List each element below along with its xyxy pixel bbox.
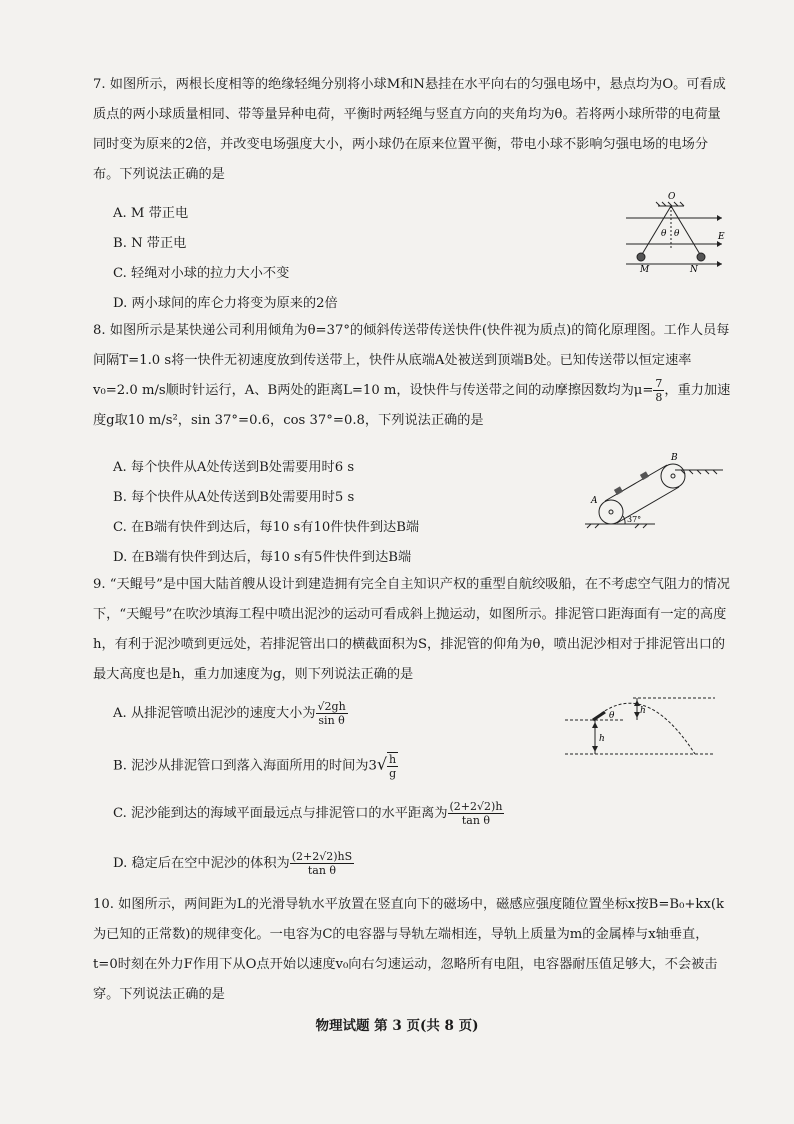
q7-figure-pendulum [618,188,730,278]
q7-label-e: E [718,232,725,242]
q9-option-a-den: sin θ [318,714,345,727]
q8-figure-conveyor [585,450,725,532]
q8-label-b: B [671,453,678,463]
q7-label-o: O [668,192,676,202]
q8-mu-num: 7 [655,377,663,390]
q9-option-d-num: (2+2√2)hS [291,850,353,863]
q9-option-d [113,850,354,877]
q9-figure-projectile [565,688,715,768]
q8-label-angle: 37° [627,515,642,524]
q7-label-theta-left: θ [661,229,667,239]
q8-mu-prefix: μ= [633,383,654,398]
q9-option-b [113,752,398,780]
q9-option-c-num: (2+2√2)h [449,800,503,813]
q9-option-a-num: √2gh [317,700,346,713]
q9-option-b-fraction [387,752,398,780]
q9-label-theta: θ [609,711,615,721]
question-8-text: 8. 如图所示是某快递公司利用倾角为θ=37°的倾斜传送带传送快件(快件视为质点)的简化原理图。工作人员每间隔T=1.0 s将一快件无初速度放到传送带上，快件从底端A处被送到顶端B处。已知传送带以恒定速率v₀=2.0 m/s顺时针运行，A、B两处的距离L=10 m，设快件与传送带之间的动摩擦因数均为 [93,323,730,398]
question-8-text-2: ，重力加速度g取10 m/s²，sin 37°=0.6，cos 37°=0.8，下列说法正确的是 [93,383,731,428]
q7-option-b: B. N 带正电 [113,236,187,251]
q9-option-c-fraction [448,800,505,827]
q7-option-d: D. 两小球间的库仑力将变为原来的2倍 [113,296,338,311]
question-10-stem [93,890,733,1010]
q7-label-m: M [640,265,650,275]
q9-label-h-top: h [640,706,646,716]
q8-mu-den: 8 [655,391,663,404]
q9-option-b-den: g [389,767,397,780]
q9-option-d-fraction [290,850,354,877]
q9-option-c [113,800,504,827]
question-9-text: 9. “天鲲号”是中国大陆首艘从设计到建造拥有完全自主知识产权的重型自航绞吸船，在不考虑空气阻力的情况下，“天鲲号”在吹沙填海工程中喷出泥沙的运动可看成斜上抛运动，如图所示。排泥管口距海面有一定的高度h，有利于泥沙喷到更远处，若排泥管出口的横截面积为S，排泥管的仰角为θ，喷出泥沙相对于排泥管出口的最大高度也是h，重力加速度为g，则下列说法正确的是 [93,577,730,682]
q7-option-c: C. 轻绳对小球的拉力大小不变 [113,266,290,281]
question-7-stem [93,70,733,190]
question-7-text: 7. 如图所示，两根长度相等的绝缘轻绳分别将小球M和N悬挂在水平向右的匀强电场中，悬点均为O。可看成质点的两小球质量相同、带等量异种电荷，平衡时两轻绳与竖直方向的夹角均为θ。若将两小球所带的电荷量同时变为原来的2倍，并改变电场强度大小，两小球仍在原来位置平衡，带电小球不影响匀强电场的电场分布。下列说法正确的是 [93,77,726,182]
q7-label-n: N [690,265,698,275]
question-10-text: 10. 如图所示，两间距为L的光滑导轨水平放置在竖直向下的磁场中，磁感应强度随位置坐标x按B=B₀+kx(k为已知的正常数)的规律变化。一电容为C的电容器与导轨左端相连，导轨上质量为m的金属棒与x轴垂直，t=0时刻在外力F作用下从O点开始以速度v₀向右匀速运动，忽略所有电阻，电容器耐压值足够大，不会被击穿。下列说法正确的是 [93,897,725,1002]
q9-label-h-bottom: h [599,734,605,744]
q9-option-a-fraction [316,700,348,727]
question-8-stem [93,316,733,436]
q9-option-c-text: C. 泥沙能到达的海域平面最远点与排泥管口的水平距离为 [113,806,448,821]
q7-label-theta-right: θ [674,229,680,239]
q9-option-a [113,700,348,727]
q8-option-a: A. 每个快件从A处传送到B处需要用时6 s [113,460,355,475]
q8-option-c: C. 在B端有快件到达后，每10 s有10件快件到达B端 [113,520,420,535]
q8-option-d: D. 在B端有快件到达后，每10 s有5件快件到达B端 [113,550,412,565]
q9-option-c-den: tan θ [461,814,491,827]
q9-option-d-text: D. 稳定后在空中泥沙的体积为 [113,856,290,871]
q8-label-a: A [591,496,598,506]
question-9-stem [93,570,733,690]
q9-option-d-den: tan θ [307,864,337,877]
q9-option-a-text: A. 从排泥管喷出泥沙的速度大小为 [113,706,316,721]
q7-option-a: A. M 带正电 [113,206,189,221]
q9-sqrt-sign: √ [376,754,388,774]
q8-mu-fraction [653,377,664,404]
q9-option-b-num: h [389,753,397,766]
q8-option-b: B. 每个快件从A处传送到B处需要用时5 s [113,490,355,505]
q9-option-b-text: B. 泥沙从排泥管口到落入海面所用的时间为3 [113,758,377,774]
page-footer: 物理试题 第 3 页(共 8 页) [315,1018,479,1034]
